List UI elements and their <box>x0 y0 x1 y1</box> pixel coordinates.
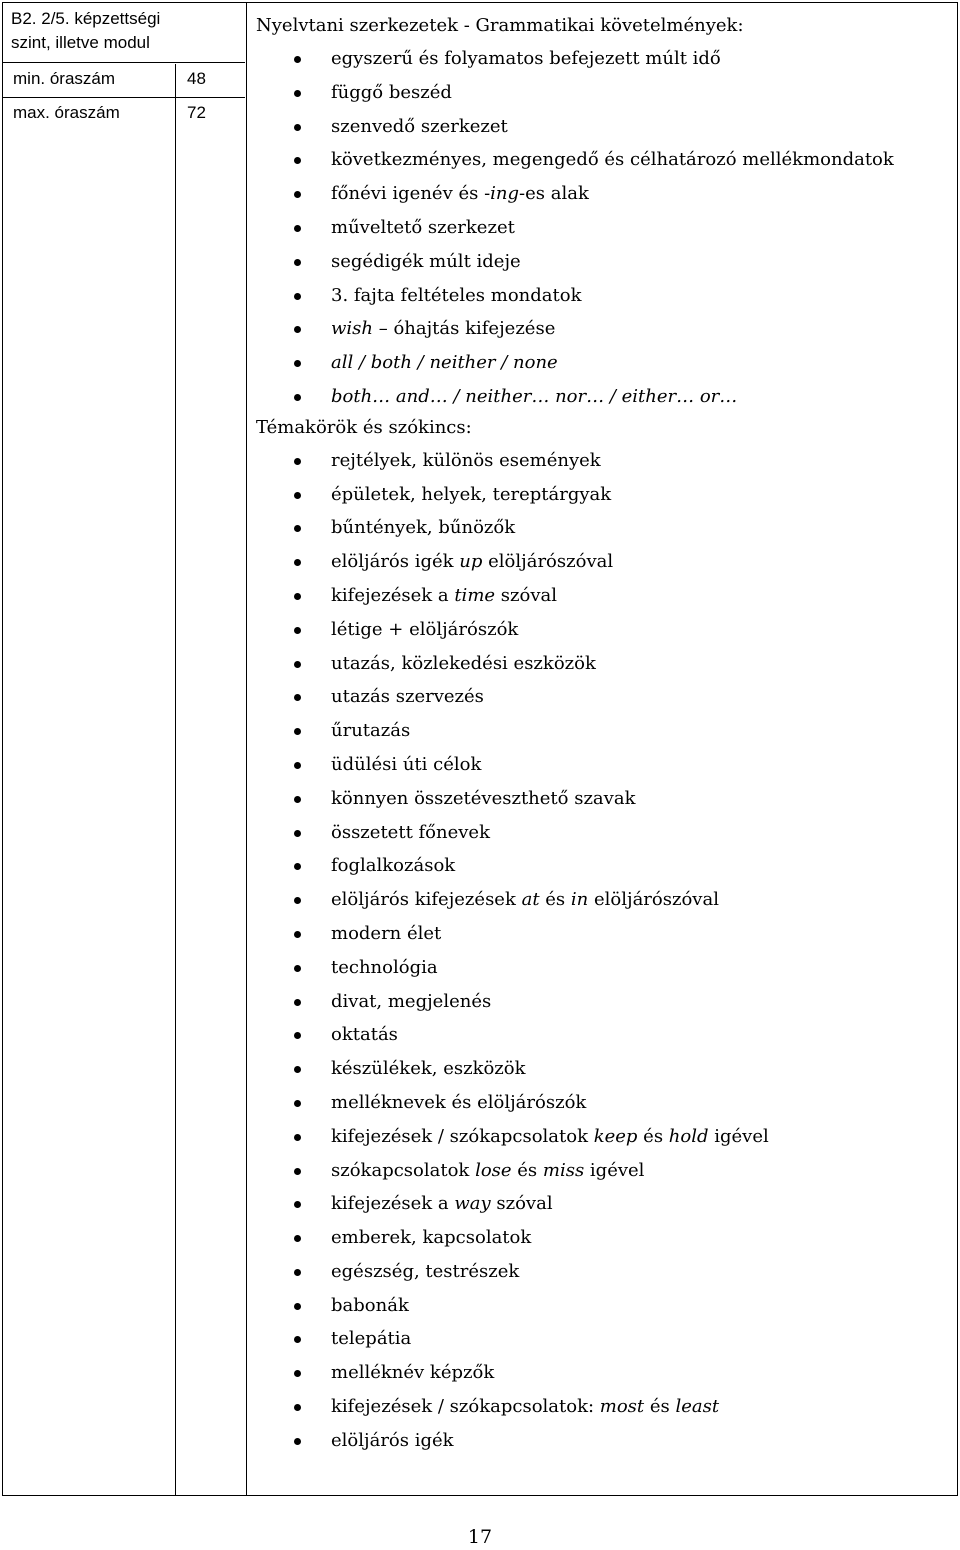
list-item <box>256 211 946 245</box>
list-item-text: utazás, közlekedési eszközök <box>331 652 596 674</box>
list-item <box>256 816 946 850</box>
list-item <box>256 1390 946 1424</box>
list-item-text: up <box>459 551 483 573</box>
list-item <box>256 245 946 279</box>
list-item-text: kifejezések a <box>331 1193 455 1215</box>
list-item <box>256 714 946 748</box>
list-item-text: babonák <box>331 1294 409 1316</box>
list-item <box>256 312 946 346</box>
list-item <box>256 76 946 110</box>
max-hours-label: max. óraszám <box>13 103 120 122</box>
list-item <box>256 177 946 211</box>
list-item-text: emberek, kapcsolatok <box>331 1227 532 1249</box>
list-item-text: melléknevek és elöljárószók <box>331 1091 587 1113</box>
list-item-text: elöljárós kifejezések <box>331 889 522 911</box>
list-item-text: hold <box>668 1125 709 1147</box>
list-item-text: oktatás <box>331 1024 398 1046</box>
list-item-text: és <box>511 1159 543 1181</box>
list-item <box>256 647 946 681</box>
list-item-text: űrutazás <box>331 720 411 742</box>
min-hours-row <box>3 63 245 98</box>
list-item-text: főnévi igenév és - <box>331 183 491 205</box>
list-item <box>256 143 946 177</box>
list-item-text: ing <box>490 183 520 205</box>
min-hours-label: min. óraszám <box>13 69 116 88</box>
max-hours-value: 72 <box>187 103 206 122</box>
list-item <box>256 279 946 313</box>
list-item-text: at <box>521 889 540 911</box>
list-item <box>256 1356 946 1390</box>
list-item-text: szóval <box>495 584 557 606</box>
list-item <box>256 1187 946 1221</box>
module-info-column <box>3 3 247 1495</box>
list-item-text: utazás szervezés <box>331 686 484 708</box>
list-item-text: üdülési úti célok <box>331 753 482 775</box>
list-item-text: both… and… / neither… nor… / either… or… <box>331 385 738 407</box>
list-item-text: way <box>454 1193 491 1215</box>
list-item-text: telepátia <box>331 1328 412 1350</box>
list-item-text: least <box>675 1396 720 1418</box>
list-item-text: segédigék múlt ideje <box>331 250 521 272</box>
list-item-text: elöljárós igék <box>331 1429 454 1451</box>
list-item-text: és <box>637 1125 669 1147</box>
list-item <box>256 1289 946 1323</box>
list-item-text: szenvedő szerkezet <box>331 115 508 137</box>
list-item <box>256 782 946 816</box>
list-item-text: kifejezések a <box>331 584 455 606</box>
list-item-text: 3. fajta feltételes mondatok <box>331 284 582 306</box>
list-item <box>256 883 946 917</box>
level-cell <box>3 3 245 63</box>
grammar-list <box>256 42 946 414</box>
list-item-text: épületek, helyek, tereptárgyak <box>331 483 612 505</box>
list-item-text: rejtélyek, különös események <box>331 449 601 471</box>
list-item-text: foglalkozások <box>331 855 456 877</box>
list-item-text: modern élet <box>331 922 442 944</box>
list-item <box>256 849 946 883</box>
list-item <box>256 511 946 545</box>
list-item <box>256 110 946 144</box>
list-item-text: létige + elöljárószók <box>331 618 519 640</box>
list-item <box>256 380 946 414</box>
list-item-text: kifejezések / szókapcsolatok: <box>331 1396 600 1418</box>
list-item <box>256 478 946 512</box>
list-item <box>256 680 946 714</box>
list-item-text: – óhajtás kifejezése <box>373 318 556 340</box>
list-item-text: igével <box>584 1159 645 1181</box>
list-item-text: műveltető szerkezet <box>331 216 515 238</box>
list-item-text: miss <box>542 1159 585 1181</box>
list-item-text: in <box>570 889 589 911</box>
list-item-text: bűntények, bűnözők <box>331 517 516 539</box>
list-item-text: egyszerű és folyamatos befejezett múlt idő <box>331 48 721 69</box>
list-item <box>256 1018 946 1052</box>
list-item-text: -es alak <box>519 183 589 205</box>
list-item-text: függő beszéd <box>331 81 452 103</box>
list-item <box>256 545 946 579</box>
list-item-text: technológia <box>331 956 438 978</box>
list-item <box>256 985 946 1019</box>
list-item-text: elöljárószóval <box>588 889 719 911</box>
list-item <box>256 613 946 647</box>
list-item-text: elöljárószóval <box>482 551 614 573</box>
list-item-text: szókapcsolatok <box>331 1159 476 1181</box>
list-item <box>256 1120 946 1154</box>
list-item <box>256 917 946 951</box>
list-item-text: igével <box>708 1125 769 1147</box>
list-item <box>256 444 946 478</box>
list-item <box>256 1424 946 1458</box>
list-item-text: divat, megjelenés <box>331 990 492 1012</box>
max-hours-row <box>3 97 245 147</box>
list-item <box>256 748 946 782</box>
list-item-text: szóval <box>490 1193 553 1215</box>
list-item-text: keep <box>593 1125 638 1147</box>
list-item <box>256 1255 946 1289</box>
list-item-text: készülékek, eszközök <box>331 1058 526 1080</box>
list-item-text: összetett főnevek <box>331 821 490 843</box>
list-item <box>256 1154 946 1188</box>
list-item-text: most <box>599 1396 645 1418</box>
grammar-heading: Nyelvtani szerkezetek - Grammatikai követelmények: <box>256 15 744 36</box>
topics-list <box>256 444 946 1458</box>
list-item-text: time <box>454 584 496 606</box>
list-item <box>256 1221 946 1255</box>
list-item-text: következményes, megengedő és célhatározó mellékmondatok <box>331 149 894 171</box>
list-item-text: és <box>539 889 571 911</box>
column-divider <box>175 64 176 1496</box>
page-number: 17 <box>467 1526 493 1548</box>
list-item-text: all / both / neither / none <box>331 352 558 374</box>
list-item <box>256 346 946 380</box>
list-item-text: kifejezések / szókapcsolatok <box>331 1125 594 1147</box>
level-line-2: szint, illetve modul <box>11 33 150 52</box>
list-item-text: könnyen összetéveszthető szavak <box>331 787 636 809</box>
list-item <box>256 1052 946 1086</box>
list-item-text: elöljárós igék <box>331 551 460 573</box>
topics-heading: Témakörök és szókincs: <box>256 416 472 438</box>
content-column <box>256 12 946 1458</box>
list-item-text: melléknév képzők <box>331 1362 495 1384</box>
list-item <box>256 1086 946 1120</box>
list-item <box>256 579 946 613</box>
level-line-1: B2. 2/5. képzettségi <box>11 9 161 28</box>
list-item-text: egészség, testrészek <box>331 1260 520 1282</box>
list-item-text: és <box>644 1396 676 1418</box>
list-item <box>256 951 946 985</box>
min-hours-value: 48 <box>187 69 206 88</box>
list-item <box>256 1322 946 1356</box>
list-item-text: wish <box>331 318 373 340</box>
list-item-text: lose <box>475 1159 512 1181</box>
list-item <box>256 42 946 76</box>
